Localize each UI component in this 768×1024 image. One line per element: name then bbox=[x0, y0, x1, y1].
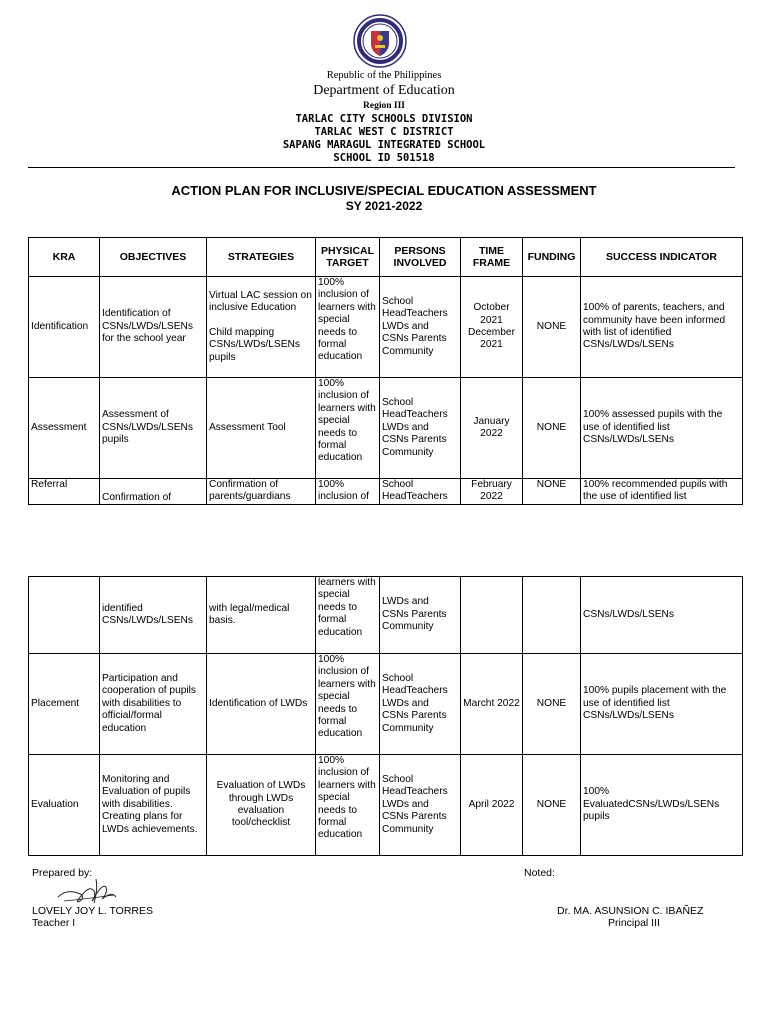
department-name: Department of Education bbox=[313, 83, 455, 98]
division-text: TARLAC CITY SCHOOLS DIVISION bbox=[295, 113, 473, 125]
header-kra: KRA bbox=[29, 238, 100, 277]
cell-strategies: with legal/medical basis. bbox=[207, 577, 316, 654]
prepared-by-label: Prepared by: bbox=[32, 867, 93, 879]
district-text: TARLAC WEST C DISTRICT bbox=[314, 126, 454, 138]
cell-strategies: Confirmation of parents/guardians bbox=[207, 479, 316, 505]
cell-objectives: Identification of CSNs/LWDs/LSENs for the school year bbox=[100, 277, 207, 378]
cell-objectives: Assessment of CSNs/LWDs/LSENs pupils bbox=[100, 378, 207, 479]
school-year: SY 2021-2022 bbox=[345, 199, 423, 213]
cell-physical-target: 100% inclusion of bbox=[316, 479, 380, 505]
cell-objectives: identified CSNs/LWDs/LSENs bbox=[100, 577, 207, 654]
cell-physical-target: 100% inclusion of learners with special needs to formal education bbox=[316, 277, 380, 378]
cell-time-frame: January 2022 bbox=[461, 378, 523, 479]
school-id: SCHOOL ID 501518 bbox=[333, 152, 435, 164]
noted-by-name: Dr. MA. ASUNSION C. IBAÑEZ bbox=[557, 905, 704, 917]
noted-label: Noted: bbox=[524, 867, 555, 879]
cell-funding bbox=[523, 577, 581, 654]
cell-success-indicator: 100% of parents, teachers, and community have been informed with list of identified CSNs/LWDs/LSENs bbox=[581, 277, 743, 378]
prepared-by-title: Teacher I bbox=[32, 917, 76, 929]
header-physical-target: PHYSICAL TARGET bbox=[316, 238, 380, 277]
cell-kra: Assessment bbox=[29, 378, 100, 479]
cell-strategies: Evaluation of LWDs through LWDs evaluation tool/checklist bbox=[207, 755, 316, 856]
action-plan-table bbox=[28, 237, 743, 505]
cell-objectives: Monitoring and Evaluation of pupils with disabilities. Creating plans for LWDs achievements. bbox=[100, 755, 207, 856]
cell-success-indicator: 100% EvaluatedCSNs/LWDs/LSENs pupils bbox=[581, 755, 743, 856]
cell-time-frame bbox=[461, 577, 523, 654]
cell-funding: NONE bbox=[523, 479, 581, 505]
cell-time-frame: Marcht 2022 bbox=[461, 654, 523, 755]
table-row bbox=[29, 378, 743, 479]
cell-persons-involved: LWDs and CSNs Parents Community bbox=[380, 577, 461, 654]
cell-kra bbox=[29, 577, 100, 654]
region-text: Region III bbox=[363, 101, 405, 111]
cell-time-frame: April 2022 bbox=[461, 755, 523, 856]
header-divider bbox=[28, 167, 735, 168]
republic-text: Republic of the Philippines bbox=[326, 70, 442, 81]
cell-funding: NONE bbox=[523, 277, 581, 378]
cell-kra: Placement bbox=[29, 654, 100, 755]
header-objectives: OBJECTIVES bbox=[100, 238, 207, 277]
header-strategies: STRATEGIES bbox=[207, 238, 316, 277]
cell-funding: NONE bbox=[523, 378, 581, 479]
cell-physical-target: 100% inclusion of learners with special needs to formal education bbox=[316, 755, 380, 856]
cell-funding: NONE bbox=[523, 654, 581, 755]
table-row bbox=[29, 277, 743, 378]
cell-funding: NONE bbox=[523, 755, 581, 856]
cell-objectives: Confirmation of bbox=[100, 479, 207, 505]
cell-time-frame: October 2021 December 2021 bbox=[461, 277, 523, 378]
cell-persons-involved: School HeadTeachers bbox=[380, 479, 461, 505]
cell-kra: Identification bbox=[29, 277, 100, 378]
cell-persons-involved: School HeadTeachers LWDs and CSNs Parents Community bbox=[380, 755, 461, 856]
table-row bbox=[29, 755, 743, 856]
noted-by-title: Principal III bbox=[608, 917, 660, 929]
cell-success-indicator: 100% recommended pupils with the use of identified list bbox=[581, 479, 743, 505]
cell-success-indicator: 100% pupils placement with the use of identified list CSNs/LWDs/LSENs bbox=[581, 654, 743, 755]
cell-physical-target: 100% inclusion of learners with special needs to formal education bbox=[316, 378, 380, 479]
cell-physical-target: 100% inclusion of learners with special needs to formal education bbox=[316, 654, 380, 755]
cell-success-indicator: CSNs/LWDs/LSENs bbox=[581, 577, 743, 654]
header-persons-involved: PERSONS INVOLVED bbox=[380, 238, 461, 277]
cell-kra: Evaluation bbox=[29, 755, 100, 856]
table-row bbox=[29, 479, 743, 505]
deped-seal-logo bbox=[353, 14, 407, 68]
prepared-by-name: LOVELY JOY L. TORRES bbox=[32, 905, 154, 917]
table-row bbox=[29, 654, 743, 755]
table-header-row bbox=[29, 238, 743, 277]
school-name: SAPANG MARAGUL INTEGRATED SCHOOL bbox=[282, 139, 486, 151]
cell-time-frame: February 2022 bbox=[461, 479, 523, 505]
table-row bbox=[29, 577, 743, 654]
header-success-indicator: SUCCESS INDICATOR bbox=[581, 238, 743, 277]
cell-strategies: Assessment Tool bbox=[207, 378, 316, 479]
cell-kra: Referral bbox=[29, 479, 100, 505]
cell-strategies: Identification of LWDs bbox=[207, 654, 316, 755]
cell-objectives: Participation and cooperation of pupils with disabilities to official/formal education bbox=[100, 654, 207, 755]
cell-persons-involved: School HeadTeachers LWDs and CSNs Parents Community bbox=[380, 277, 461, 378]
cell-physical-target: learners with special needs to formal education bbox=[316, 577, 380, 654]
cell-strategies: Virtual LAC session on inclusive Education Child mapping CSNs/LWDs/LSENs pupils bbox=[207, 277, 316, 378]
header-time-frame: TIME FRAME bbox=[461, 238, 523, 277]
handwritten-signature bbox=[56, 875, 122, 907]
cell-persons-involved: School HeadTeachers LWDs and CSNs Parents Community bbox=[380, 654, 461, 755]
action-plan-table-continued bbox=[28, 576, 743, 856]
header-funding: FUNDING bbox=[523, 238, 581, 277]
cell-success-indicator: 100% assessed pupils with the use of identified list CSNs/LWDs/LSENs bbox=[581, 378, 743, 479]
document-title: ACTION PLAN FOR INCLUSIVE/SPECIAL EDUCATION ASSESSMENT bbox=[171, 183, 597, 198]
cell-persons-involved: School HeadTeachers LWDs and CSNs Parents Community bbox=[380, 378, 461, 479]
